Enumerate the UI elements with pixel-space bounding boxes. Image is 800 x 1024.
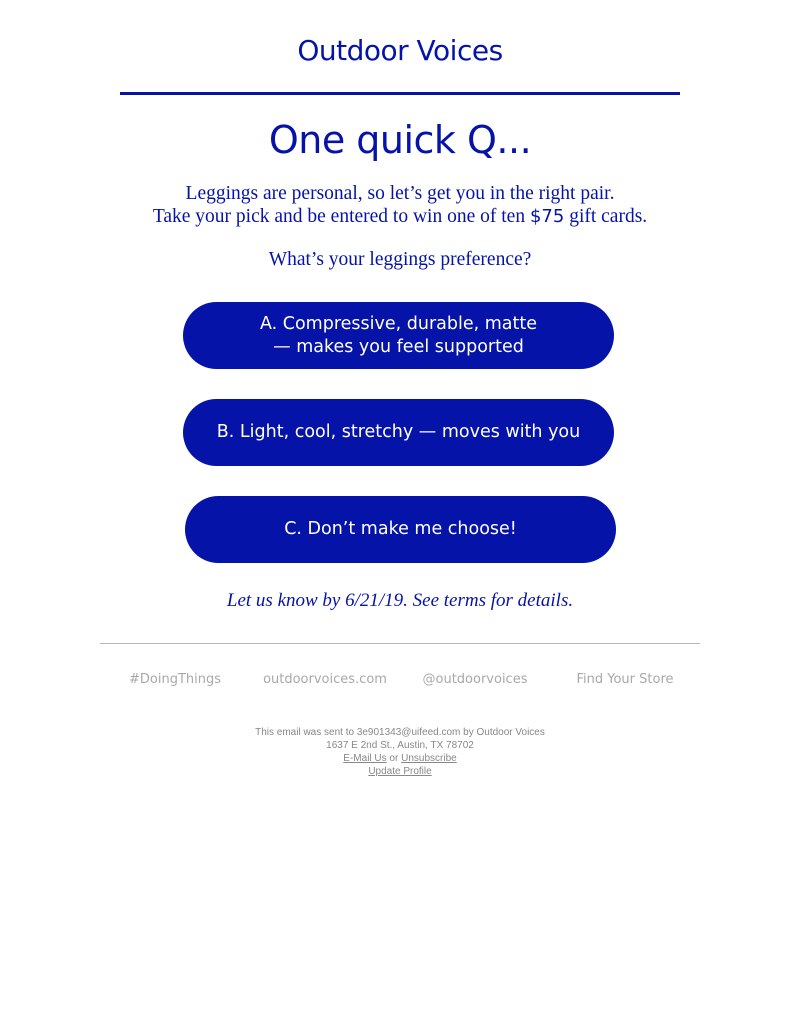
option-b-label: B. Light, cool, stretchy — moves with you (216, 422, 581, 442)
legal-footer (0, 726, 800, 778)
update-profile-line (0, 765, 800, 778)
footer-links (100, 672, 700, 687)
intro-line-2 (0, 205, 800, 228)
intro-line-1: Leggings are personal, so let’s get you in the right pair. (185, 183, 615, 204)
option-a-label-line-2: — makes you feel supported (273, 336, 524, 357)
footer-link-doingthings[interactable]: #DoingThings (128, 672, 221, 687)
footer-link-find-store[interactable]: Find Your Store (576, 672, 674, 687)
option-c-button[interactable] (185, 496, 616, 563)
question-text: What’s your leggings preference? (268, 249, 532, 270)
brand-logo[interactable]: Outdoor Voices (297, 34, 503, 67)
header-divider (120, 92, 680, 95)
option-b-button[interactable] (183, 399, 614, 466)
unsubscribe-link[interactable]: Unsubscribe (401, 753, 457, 764)
option-a-label-line-1: A. Compressive, durable, matte (259, 313, 538, 334)
deadline-terms-link[interactable]: Let us know by 6/21/19. See terms for details. (226, 590, 574, 611)
contact-line (0, 752, 800, 765)
headline: One quick Q... (268, 118, 532, 162)
option-a-button[interactable] (183, 302, 614, 369)
address-text: 1637 E 2nd St., Austin, TX 78702 (326, 740, 474, 751)
intro-text (0, 182, 800, 228)
sent-to-text: This email was sent to 3e901343@uifeed.com by Outdoor Voices (255, 727, 545, 738)
footer-link-website[interactable]: outdoorvoices.com (263, 672, 387, 687)
update-profile-link[interactable]: Update Profile (368, 766, 432, 777)
option-c-label: C. Don’t make me choose! (284, 519, 517, 539)
footer-link-instagram[interactable]: @outdoorvoices (422, 672, 528, 687)
email-us-link[interactable]: E-Mail Us (343, 753, 387, 764)
or-text: or (389, 753, 399, 764)
intro-line-2-start: Take your pick and be entered to win one of ten (152, 206, 526, 227)
intro-line-2-end: gift cards. (569, 206, 648, 227)
gift-card-amount: $75 (529, 206, 565, 227)
footer-divider (100, 643, 700, 644)
